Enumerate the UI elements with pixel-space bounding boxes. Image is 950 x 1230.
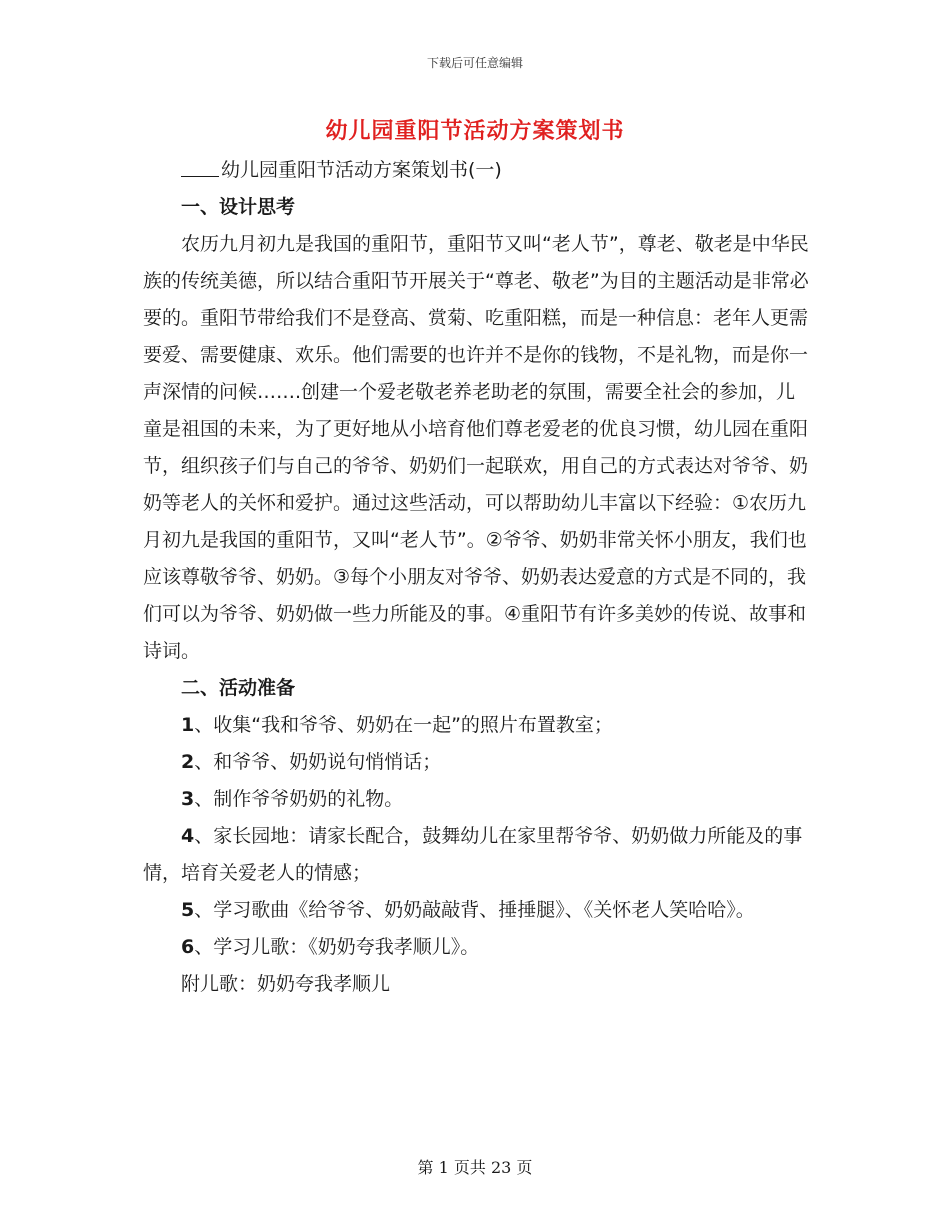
design-paragraph: 农历九月初九是我国的重阳节，重阳节又叫“老人节”，尊老、敬老是中华民族的传统美德，所以结合重阳节开展关于“尊老、敬老”为目的主题活动是非常必要的。重阳节带给我们不是登高、赏菊、吃重阳糕，而是一种信息：老年人更需要爱、需要健康、欢乐。他们需要的也许并不是你的钱物，不是礼物，而是你一声深情的问候…….创建一个爱老敬老养老助老的氛围，需要全社会的参加，儿童是祖国的未来，为了更好地从小培育他们尊老爱老的优良习惯，幼儿园在重阳节，组织孩子们与自己的爷爷、奶奶们一起联欢，用自己的方式表达对爷爷、奶奶等老人的关怀和爱护。通过这些活动，可以帮助幼儿丰富以下经验：①农历九月初九是我国的重阳节，又叫“老人节”。②爷爷、奶奶非常关怀小朋友，我们也应该尊敬爷爷、奶奶。③每个小朋友对爷爷、奶奶表达爱意的方式是不同的，我们可以为爷爷、奶奶做一些力所能及的事。④重阳节有许多美妙的传说、故事和诗词。: [143, 233, 809, 662]
prep-item-number: 4: [181, 825, 195, 847]
prep-item-text: 、和爷爷、奶奶说句悄悄话；: [194, 751, 442, 773]
prep-item: [143, 929, 813, 966]
appendix-line: 附儿歌：奶奶夸我孝顺儿: [181, 973, 391, 995]
prep-item-number: 1: [181, 714, 195, 736]
document-title: 幼儿园重阳节活动方案策划书: [325, 119, 625, 144]
prep-item-text: 、制作爷爷奶奶的礼物。: [194, 788, 404, 810]
prep-item-text: 、家长园地：请家长配合，鼓舞幼儿在家里帮爷爷、奶奶做力所能及的事情，培育关爱老人的情感；: [143, 825, 803, 884]
prep-item: [143, 818, 813, 892]
section-heading-preparation: 二、活动准备: [181, 677, 296, 699]
prep-item: [143, 744, 813, 781]
section-heading-design: 一、设计思考: [181, 196, 296, 218]
prep-item: [143, 892, 813, 929]
document-subtitle: [143, 152, 813, 189]
document-body: [143, 152, 813, 1003]
page-footer: 第 1 页共 23 页: [417, 1158, 533, 1177]
prep-item-number: 3: [181, 788, 195, 810]
underline-blank: [181, 152, 219, 177]
prep-item-text: 、学习歌曲《给爷爷、奶奶敲敲背、捶捶腿》、《关怀老人笑哈哈》。: [194, 899, 755, 921]
subtitle-text: 幼儿园重阳节活动方案策划书(一): [221, 159, 502, 181]
prep-item-text: 、学习儿歌：《奶奶夸我孝顺儿》。: [194, 936, 480, 958]
prep-item-number: 6: [181, 936, 195, 958]
prep-item-text: 、收集“我和爷爷、奶奶在一起”的照片布置教室；: [194, 714, 613, 736]
prep-item-number: 2: [181, 751, 195, 773]
prep-item: [143, 781, 813, 818]
prep-item-number: 5: [181, 899, 195, 921]
prep-item: [143, 707, 813, 744]
header-note: 下载后可任意编辑: [426, 56, 523, 70]
